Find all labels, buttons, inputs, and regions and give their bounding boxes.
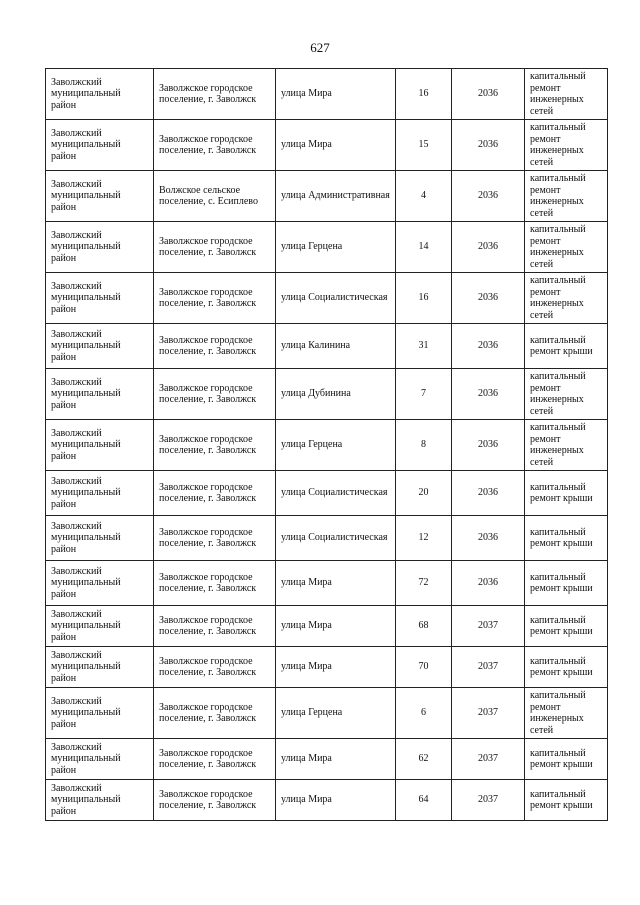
house-number-cell: 14 [396,222,452,273]
house-number-cell: 72 [396,561,452,606]
settlement-cell: Заволжское городское поселение, г. Заволжск [154,606,276,647]
work-type-cell: капитальный ремонт инженерных сетей [525,420,608,471]
table-row [46,273,608,324]
work-type-cell: капитальный ремонт инженерных сетей [525,273,608,324]
table-row [46,561,608,606]
year-cell: 2036 [452,324,525,369]
table-row [46,688,608,739]
house-number-cell: 4 [396,171,452,222]
street-cell: улица Калинина [276,324,396,369]
district-cell: Заволжский муниципальный район [46,324,154,369]
settlement-cell: Заволжское городское поселение, г. Заволжск [154,273,276,324]
settlement-cell: Заволжское городское поселение, г. Заволжск [154,120,276,171]
work-type-cell: капитальный ремонт крыши [525,780,608,821]
year-cell: 2036 [452,171,525,222]
work-type-cell: капитальный ремонт инженерных сетей [525,222,608,273]
work-type-cell: капитальный ремонт инженерных сетей [525,171,608,222]
table-row [46,69,608,120]
street-cell: улица Герцена [276,688,396,739]
year-cell: 2036 [452,120,525,171]
work-type-cell: капитальный ремонт крыши [525,516,608,561]
house-number-cell: 15 [396,120,452,171]
street-cell: улица Мира [276,647,396,688]
house-number-cell: 62 [396,739,452,780]
year-cell: 2037 [452,606,525,647]
settlement-cell: Заволжское городское поселение, г. Заволжск [154,471,276,516]
house-number-cell: 16 [396,69,452,120]
street-cell: улица Мира [276,739,396,780]
table-row [46,739,608,780]
house-number-cell: 7 [396,369,452,420]
street-cell: улица Социалистическая [276,516,396,561]
year-cell: 2036 [452,420,525,471]
settlement-cell: Заволжское городское поселение, г. Заволжск [154,420,276,471]
district-cell: Заволжский муниципальный район [46,647,154,688]
district-cell: Заволжский муниципальный район [46,69,154,120]
settlement-cell: Заволжское городское поселение, г. Заволжск [154,222,276,273]
work-type-cell: капитальный ремонт крыши [525,561,608,606]
year-cell: 2037 [452,780,525,821]
table-row [46,369,608,420]
house-number-cell: 64 [396,780,452,821]
year-cell: 2037 [452,647,525,688]
table-row [46,471,608,516]
settlement-cell: Заволжское городское поселение, г. Заволжск [154,647,276,688]
work-type-cell: капитальный ремонт крыши [525,324,608,369]
year-cell: 2036 [452,471,525,516]
table-row [46,324,608,369]
year-cell: 2036 [452,516,525,561]
house-number-cell: 68 [396,606,452,647]
settlement-cell: Заволжское городское поселение, г. Заволжск [154,324,276,369]
year-cell: 2036 [452,561,525,606]
street-cell: улица Социалистическая [276,273,396,324]
table-row [46,420,608,471]
settlement-cell: Заволжское городское поселение, г. Заволжск [154,688,276,739]
district-cell: Заволжский муниципальный район [46,171,154,222]
district-cell: Заволжский муниципальный район [46,369,154,420]
district-cell: Заволжский муниципальный район [46,273,154,324]
street-cell: улица Мира [276,120,396,171]
settlement-cell: Волжское сельское поселение, с. Есиплево [154,171,276,222]
year-cell: 2036 [452,222,525,273]
street-cell: улица Герцена [276,420,396,471]
district-cell: Заволжский муниципальный район [46,780,154,821]
page-number: 627 [310,40,330,55]
street-cell: улица Социалистическая [276,471,396,516]
work-type-cell: капитальный ремонт инженерных сетей [525,69,608,120]
house-number-cell: 16 [396,273,452,324]
table-row [46,606,608,647]
year-cell: 2037 [452,739,525,780]
district-cell: Заволжский муниципальный район [46,606,154,647]
house-number-cell: 20 [396,471,452,516]
year-cell: 2037 [452,688,525,739]
street-cell: улица Административная [276,171,396,222]
repair-schedule-table [45,68,608,821]
house-number-cell: 70 [396,647,452,688]
district-cell: Заволжский муниципальный район [46,688,154,739]
settlement-cell: Заволжское городское поселение, г. Заволжск [154,739,276,780]
street-cell: улица Мира [276,69,396,120]
work-type-cell: капитальный ремонт инженерных сетей [525,369,608,420]
house-number-cell: 12 [396,516,452,561]
work-type-cell: капитальный ремонт крыши [525,471,608,516]
district-cell: Заволжский муниципальный район [46,561,154,606]
street-cell: улица Мира [276,561,396,606]
street-cell: улица Дубинина [276,369,396,420]
street-cell: улица Мира [276,606,396,647]
work-type-cell: капитальный ремонт крыши [525,647,608,688]
settlement-cell: Заволжское городское поселение, г. Заволжск [154,69,276,120]
house-number-cell: 31 [396,324,452,369]
district-cell: Заволжский муниципальный район [46,420,154,471]
table-row [46,120,608,171]
settlement-cell: Заволжское городское поселение, г. Заволжск [154,516,276,561]
table-row [46,171,608,222]
settlement-cell: Заволжское городское поселение, г. Заволжск [154,780,276,821]
settlement-cell: Заволжское городское поселение, г. Заволжск [154,369,276,420]
district-cell: Заволжский муниципальный район [46,471,154,516]
table-row [46,516,608,561]
settlement-cell: Заволжское городское поселение, г. Заволжск [154,561,276,606]
street-cell: улица Мира [276,780,396,821]
work-type-cell: капитальный ремонт крыши [525,606,608,647]
house-number-cell: 8 [396,420,452,471]
year-cell: 2036 [452,69,525,120]
district-cell: Заволжский муниципальный район [46,516,154,561]
table-row [46,222,608,273]
district-cell: Заволжский муниципальный район [46,739,154,780]
table-row [46,647,608,688]
district-cell: Заволжский муниципальный район [46,222,154,273]
table-row [46,780,608,821]
district-cell: Заволжский муниципальный район [46,120,154,171]
work-type-cell: капитальный ремонт крыши [525,739,608,780]
year-cell: 2036 [452,369,525,420]
work-type-cell: капитальный ремонт инженерных сетей [525,120,608,171]
year-cell: 2036 [452,273,525,324]
street-cell: улица Герцена [276,222,396,273]
table-body [46,69,608,821]
work-type-cell: капитальный ремонт инженерных сетей [525,688,608,739]
house-number-cell: 6 [396,688,452,739]
